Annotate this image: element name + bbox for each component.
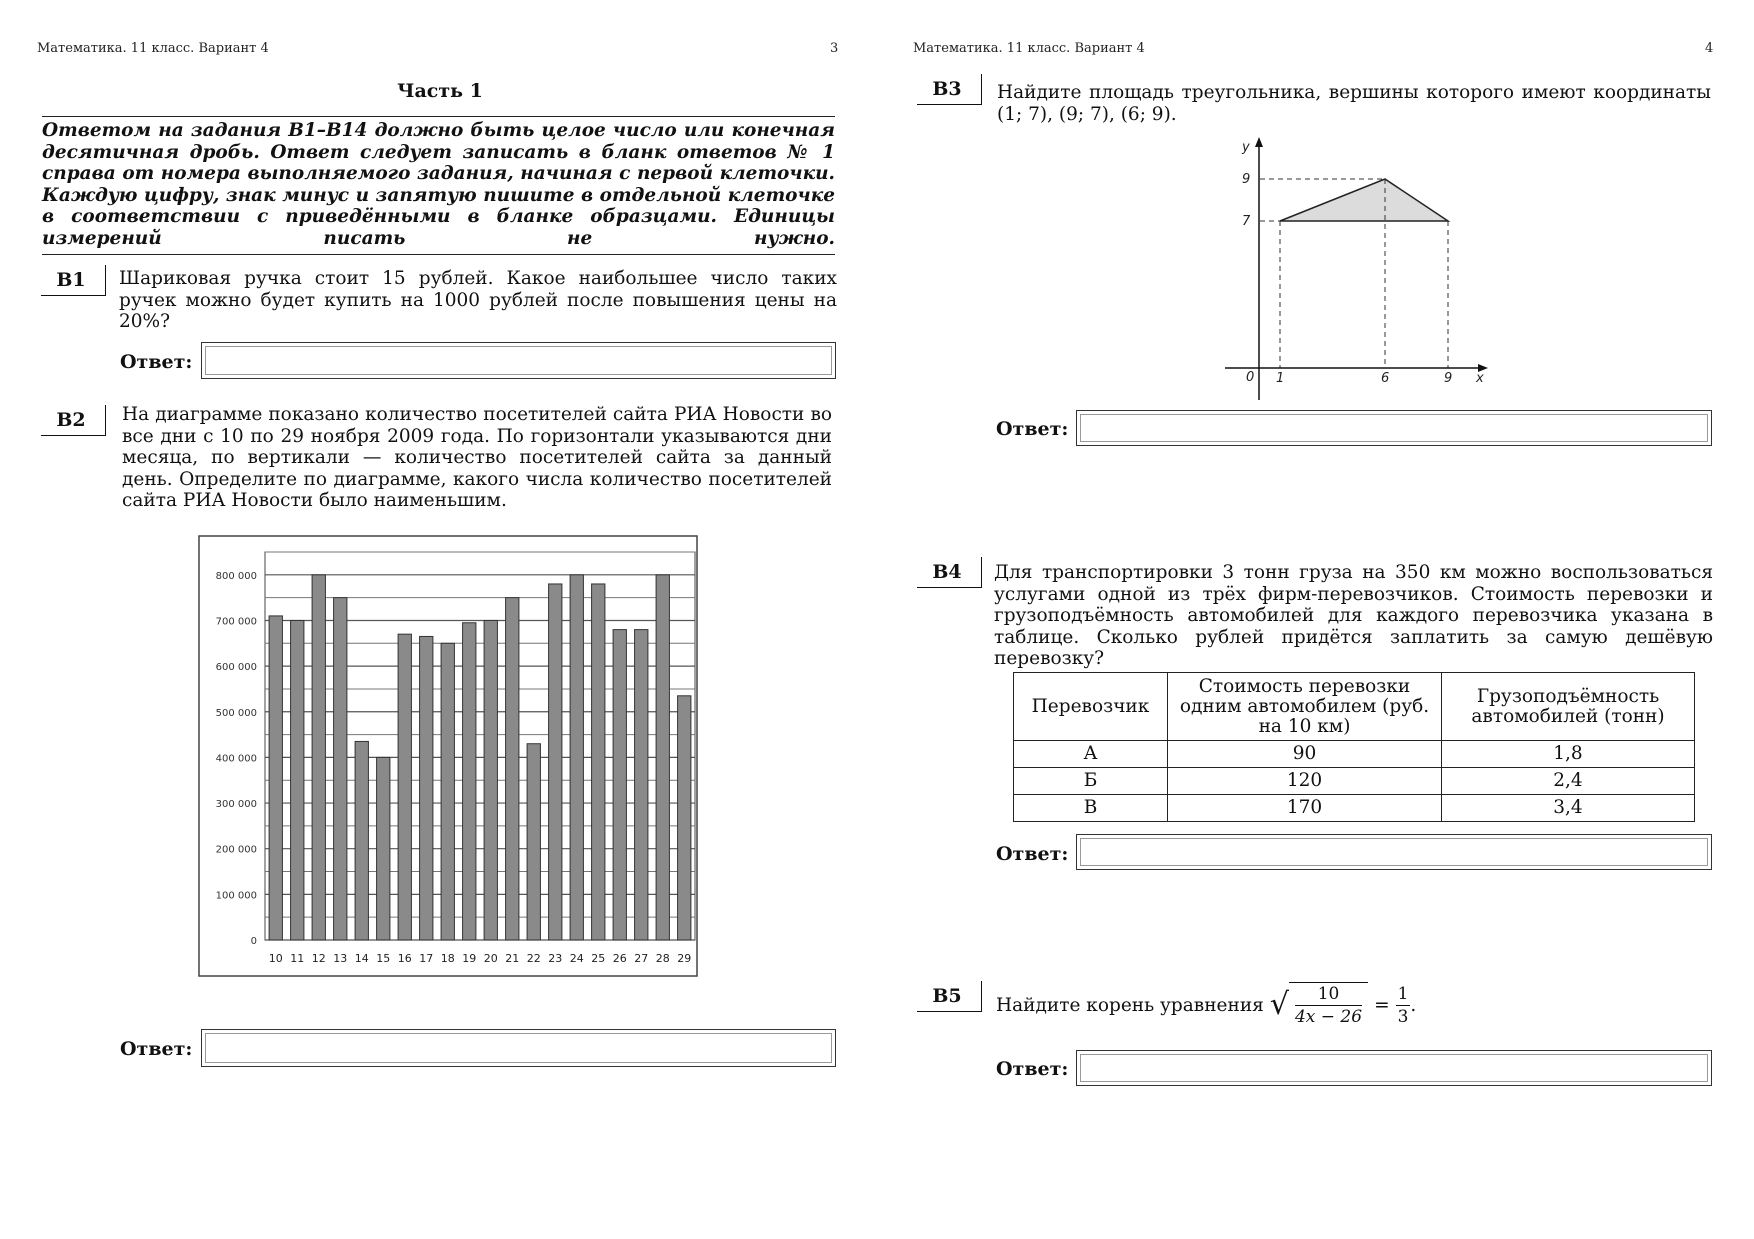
question-label-b1: B1	[41, 265, 106, 296]
x-tick-label: 27	[634, 952, 649, 965]
x-tick-label: 19	[462, 952, 477, 965]
x-tick: 9	[1444, 371, 1453, 386]
x-tick-label: 28	[655, 952, 670, 965]
divider	[42, 254, 835, 255]
y-tick-label: 300 000	[215, 799, 257, 811]
question-b5-equation	[996, 982, 1416, 1028]
table-cell: 3,4	[1442, 795, 1695, 822]
y-tick-label: 0	[250, 936, 257, 947]
table-cell: Б	[1014, 768, 1168, 795]
divider	[42, 116, 835, 117]
x-tick-label: 14	[354, 952, 369, 965]
x-tick: 6	[1381, 371, 1390, 386]
table-row	[1014, 741, 1695, 768]
x-tick-label: 20	[483, 952, 498, 965]
y-tick-label: 200 000	[215, 844, 257, 856]
denominator: 3	[1397, 1006, 1409, 1027]
fraction	[1289, 982, 1368, 1028]
page-header-right: Математика. 11 класс. Вариант 4	[913, 41, 1145, 56]
bar-day-28	[656, 575, 669, 940]
bar-day-10	[269, 616, 282, 940]
question-b5-text: Найдите корень уравнения	[996, 994, 1264, 1016]
bar-day-22	[527, 744, 540, 940]
x-tick-label: 15	[376, 952, 391, 965]
y-tick-label: 700 000	[215, 616, 257, 628]
table-cell: А	[1014, 741, 1168, 768]
plot-area	[265, 552, 695, 940]
numerator: 1	[1397, 983, 1409, 1004]
bar-day-24	[570, 575, 583, 940]
x-tick: 1	[1276, 371, 1285, 386]
bar-day-20	[484, 620, 497, 940]
y-tick: 9	[1242, 172, 1251, 187]
answer-label-b2: Ответ:	[120, 1038, 193, 1060]
page-header-left: Математика. 11 класс. Вариант 4	[37, 41, 269, 56]
answer-label-b5: Ответ:	[996, 1058, 1069, 1080]
question-label-b4: B4	[917, 557, 982, 588]
triangle-diagram	[1220, 135, 1500, 405]
x-tick-label: 24	[569, 952, 584, 965]
bar-day-27	[635, 630, 648, 940]
question-label-b5: B5	[917, 981, 982, 1012]
answer-label-b3: Ответ:	[996, 418, 1069, 440]
sqrt-sign-icon: √	[1269, 987, 1289, 1022]
y-arrow-icon	[1255, 137, 1263, 147]
numerator: 10	[1295, 983, 1362, 1006]
bar-day-12	[312, 575, 325, 940]
x-tick-label: 29	[677, 952, 692, 965]
question-b2-text: На диаграмме показано количество посетителей сайта РИА Новости во все дни с 10 по 29 ноября 2009 года. По горизонтали указываются дни месяца, по вертикали — количество посетителей сайта за данный день. Определите по диаграмме, какого числа количество посетителей сайта РИА Новости было наименьшим.	[122, 404, 832, 511]
bar-day-13	[334, 598, 347, 940]
bar-day-21	[506, 598, 519, 940]
x-tick-label: 22	[526, 952, 541, 965]
x-tick-label: 25	[591, 952, 606, 965]
question-label-b3: B3	[917, 74, 982, 105]
answer-label-b1: Ответ:	[120, 351, 193, 373]
answer-field-b3[interactable]	[1076, 410, 1712, 446]
x-axis-label: x	[1476, 371, 1484, 386]
visitors-bar-chart	[195, 532, 705, 987]
table-cell: 1,8	[1442, 741, 1695, 768]
bar-day-29	[678, 696, 691, 940]
answer-field-b1[interactable]	[201, 342, 836, 379]
x-tick-label: 23	[548, 952, 563, 965]
answer-field-b4[interactable]	[1076, 834, 1712, 870]
table-cell: 2,4	[1442, 768, 1695, 795]
period: .	[1410, 994, 1417, 1016]
x-tick-label: 11	[290, 952, 305, 965]
page-number-left: 3	[830, 41, 839, 56]
bar-day-17	[420, 636, 433, 940]
answer-field-b2[interactable]	[201, 1029, 836, 1067]
table-header: Стоимость перевозки одним автомобилем (руб. на 10 км)	[1168, 673, 1442, 741]
y-tick-label: 600 000	[215, 662, 257, 674]
carriers-table	[1013, 672, 1695, 822]
table-row	[1014, 795, 1695, 822]
y-tick-label: 400 000	[215, 753, 257, 765]
question-b3-text: Найдите площадь треугольника, вершины которого имеют координаты (1; 7), (9; 7), (6; 9).	[997, 82, 1711, 125]
bar-day-15	[377, 757, 390, 940]
x-tick-label: 26	[612, 952, 627, 965]
question-b4-text: Для транспортировки 3 тонн груза на 350 км можно воспользоваться услугами одной из трёх фирм-перевозчиков. Стоимость перевозки и грузоподъёмность автомобилей для каждого перевозчика указана в таблице. Сколько рублей придётся заплатить за самую дешёвую перевозку?	[994, 562, 1713, 669]
table-cell: 120	[1168, 768, 1442, 795]
x-tick-label: 17	[419, 952, 434, 965]
instructions: Ответом на задания В1–В14 должно быть целое число или конечная десятичная дробь. Ответ следует записать в бланк ответов № 1 справа от номера выполняемого задания, начиная с первой клеточки. Каждую цифру, знак минус и запятую пишите в отдельной клеточке в соответствии с приведёнными в бланке образцами. Единицы измерений писать не нужно.	[42, 120, 835, 249]
question-b1-text: Шариковая ручка стоит 15 рублей. Какое наибольшее число таких ручек можно будет купить на 1000 рублей после повышения цены на 20%?	[119, 268, 837, 332]
bar-day-23	[549, 584, 562, 940]
y-tick-label: 800 000	[215, 570, 257, 582]
origin-label: 0	[1246, 370, 1255, 385]
page-number-right: 4	[1705, 41, 1714, 56]
table-cell: 90	[1168, 741, 1442, 768]
bar-day-16	[398, 634, 411, 940]
table-row	[1014, 768, 1695, 795]
table-header: Перевозчик	[1014, 673, 1168, 741]
bar-day-11	[291, 620, 304, 940]
y-tick-label: 500 000	[215, 707, 257, 719]
x-tick-label: 16	[397, 952, 412, 965]
answer-field-b5[interactable]	[1076, 1050, 1712, 1086]
bar-day-19	[463, 623, 476, 940]
y-axis-label: y	[1242, 140, 1250, 155]
y-tick-label: 100 000	[215, 890, 257, 902]
table-cell: 170	[1168, 795, 1442, 822]
question-label-b2: B2	[41, 405, 106, 436]
x-tick-label: 10	[268, 952, 283, 965]
y-tick: 7	[1242, 214, 1251, 229]
x-tick-label: 21	[505, 952, 520, 965]
table-header: Грузоподъёмность автомобилей (тонн)	[1442, 673, 1695, 741]
triangle	[1280, 179, 1448, 221]
bar-day-14	[355, 741, 368, 940]
x-tick-label: 12	[311, 952, 326, 965]
bar-day-26	[613, 630, 626, 940]
table-cell: В	[1014, 795, 1168, 822]
answer-label-b4: Ответ:	[996, 843, 1069, 865]
denominator: 4x − 26	[1294, 1007, 1363, 1027]
x-tick-label: 18	[440, 952, 455, 965]
rhs-fraction	[1396, 983, 1411, 1028]
bar-day-25	[592, 584, 605, 940]
x-tick-label: 13	[333, 952, 348, 965]
part-title: Часть 1	[397, 80, 483, 102]
bar-day-18	[441, 643, 454, 940]
equals-sign: =	[1374, 994, 1390, 1016]
